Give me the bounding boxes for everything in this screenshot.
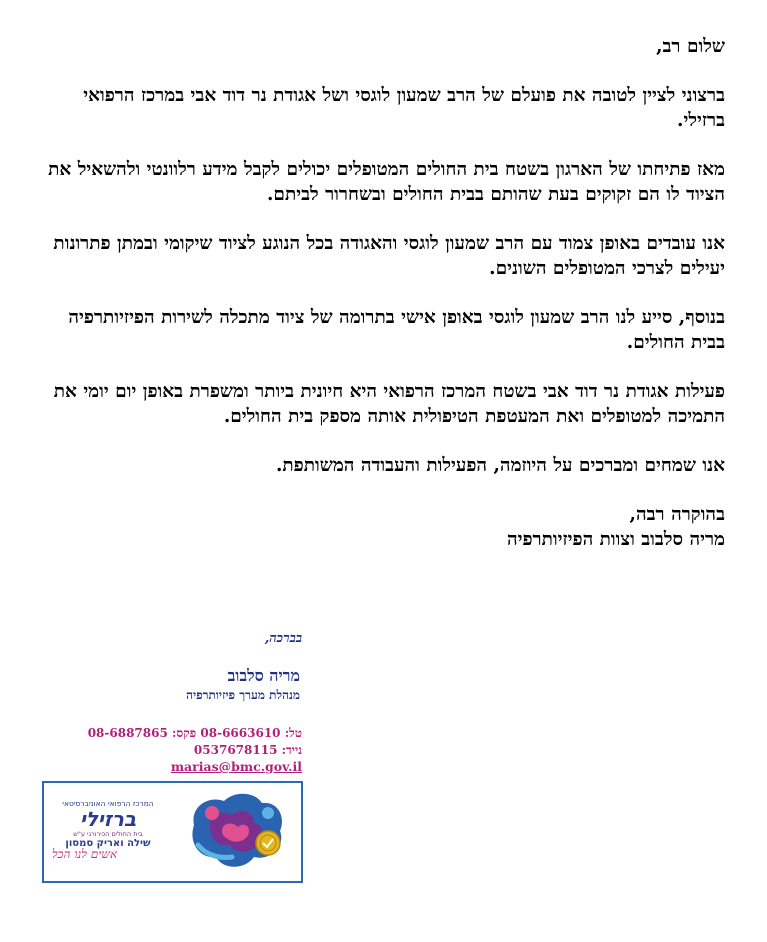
signature-mobile: נייד: 0537678115 bbox=[193, 743, 302, 757]
logo-subtitle-line: בית החולים הכירורגי ע"ש bbox=[73, 830, 143, 838]
signature-role: מנהלת מערך פיזיותרפיה bbox=[186, 688, 300, 702]
signature-greeting: בברכה, bbox=[264, 631, 302, 646]
logo-brand-name: ברזילי bbox=[79, 807, 137, 831]
logo-text-block bbox=[49, 799, 167, 849]
letter-paragraph-4: בנוסף, סייע לנו הרב שמעון לוגסי באופן אישי בתרומה של ציוד מתכלה לשירות הפיזיותרפיה בבית החולים. bbox=[68, 307, 725, 353]
signature-email-link[interactable]: marias@bmc.gov.il bbox=[170, 759, 302, 774]
letter-paragraph-2: מאז פתיחתו של הארגון בשטח בית החולים המטופלים יכולים לקבל מידע רלוונטי ולהשאיל את הציוד לו הם זקוקים בעת שהותם בבית החולים ובשחרור לביתם. bbox=[48, 159, 725, 205]
logo-slogan: אשים לנו הכל bbox=[52, 847, 118, 861]
signature-phone-fax: טל: 08-6663610 פקס: 08-6887865 bbox=[87, 726, 302, 740]
signature-name: מריה סלבוב bbox=[227, 666, 300, 685]
letter-greeting: שלום רב, bbox=[656, 36, 725, 57]
hospital-logo bbox=[42, 781, 303, 883]
letter-paragraph-3: אנו עובדים באופן צמוד עם הרב שמעון לוגסי והאגודה בכל הנוגע לציוד שיקומי ובמתן פתרונות יעילים לצרכי המטופלים השונים. bbox=[53, 233, 725, 279]
letter-paragraph-6: אנו שמחים ומברכים על היוזמה, הפעילות והעבודה המשותפת. bbox=[275, 455, 725, 476]
hospital-emblem-icon bbox=[182, 785, 298, 877]
letter-paragraph-1: ברצוני לציין לטובה את פועלם של הרב שמעון לוגסי ושל אגודת נר דוד אבי במרכז הרפואי ברזילי. bbox=[83, 85, 725, 131]
logo-institution-line: המרכז הרפואי האוניברסיטאי bbox=[62, 799, 154, 808]
email-signature bbox=[40, 630, 302, 774]
logo-dedication-line: שילה ואריק סמסון bbox=[65, 838, 151, 849]
letter-closing: בהוקרה רבה, bbox=[629, 504, 725, 525]
letter-signoff: מריה סלבוב וצוות הפיזיותרפיה bbox=[506, 529, 725, 550]
letter-paragraph-5: פעילות אגודת נר דוד אבי בשטח המרכז הרפואי היא חיונית ביותר ומשפרת באופן יום יומי את התמיכה למטופלים ואת המעטפת הטיפולית אותה מספק בית החולים. bbox=[53, 381, 725, 427]
letter-body bbox=[30, 34, 725, 552]
